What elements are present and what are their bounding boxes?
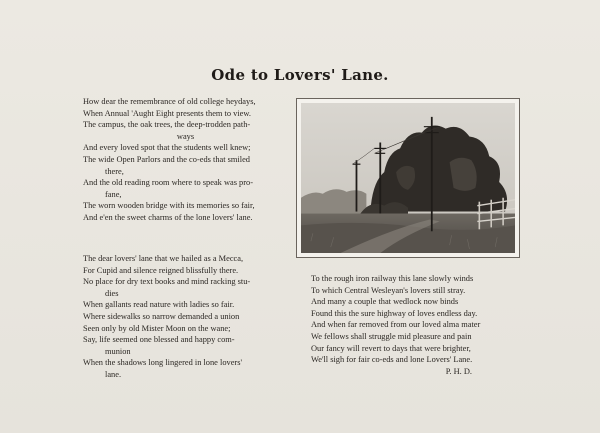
stanza-3: [311, 273, 516, 377]
poem-line: Say, life seemed one blessed and happy com-: [83, 335, 235, 345]
poem-line: And many a couple that wedlock now binds: [311, 297, 459, 307]
photo-frame: [296, 98, 520, 258]
poem-line: Where sidewalks so narrow demanded a union: [83, 311, 240, 321]
poem-line: And the old reading room where to speak was pro-: [83, 178, 254, 188]
poem-line: lane.: [105, 369, 122, 379]
poem-line: The dear lovers' lane that we hailed as a Mecca,: [83, 254, 244, 263]
poem-line: ways: [176, 131, 195, 141]
stanza-2: [83, 253, 293, 381]
poem-line: there,: [105, 166, 124, 176]
poem-line: We'll sigh for fair co-eds and lone Lovers' Lane.: [311, 355, 473, 365]
poem-line: Found this the sure highway of loves endless day.: [311, 308, 478, 318]
poem-line: When Annual 'Aught Eight presents them to view.: [83, 108, 251, 118]
poem-line: munion: [105, 346, 131, 356]
poem-line: And when far removed from our loved alma mater: [311, 320, 481, 330]
poem-line: We fellows shall struggle mid pleasure and pain: [311, 331, 472, 341]
author-signature: P. H. D.: [445, 366, 472, 376]
poem-line: Our fancy will revert to days that were brighter,: [311, 343, 471, 353]
poem-line: To which Central Wesleyan's lovers still stray.: [311, 285, 466, 295]
poem-line: The worn wooden bridge with its memories so fair,: [83, 201, 255, 211]
poem-line: When the shadows long lingered in lone lovers': [83, 358, 242, 368]
poem-line: No place for dry text books and mind racking stu-: [83, 277, 251, 287]
lovers-lane-photo: [301, 103, 515, 253]
poem-line: How dear the remembrance of old college heydays,: [83, 97, 256, 106]
poem-line: Seen only by old Mister Moon on the wane;: [83, 323, 231, 333]
poem-line: The campus, the oak trees, the deep-trodden path-: [83, 120, 251, 130]
poem-line: And e'en the sweet charms of the lone lovers' lane.: [83, 212, 253, 222]
stanza-1: [83, 96, 288, 224]
poem-line: To the rough iron railway this lane slowly winds: [311, 274, 474, 283]
poem-line: When gallants read nature with ladies so fair.: [83, 300, 235, 310]
poem-line: dies: [105, 288, 119, 298]
poem-line: The wide Open Parlors and the co-eds that smiled: [83, 154, 250, 164]
poem-line: And every loved spot that the students well knew;: [83, 143, 251, 153]
poem-line: For Cupid and silence reigned blissfully there.: [83, 265, 239, 275]
poem-line: fane,: [105, 189, 122, 199]
poem-title: Ode to Lovers' Lane.: [211, 66, 389, 84]
